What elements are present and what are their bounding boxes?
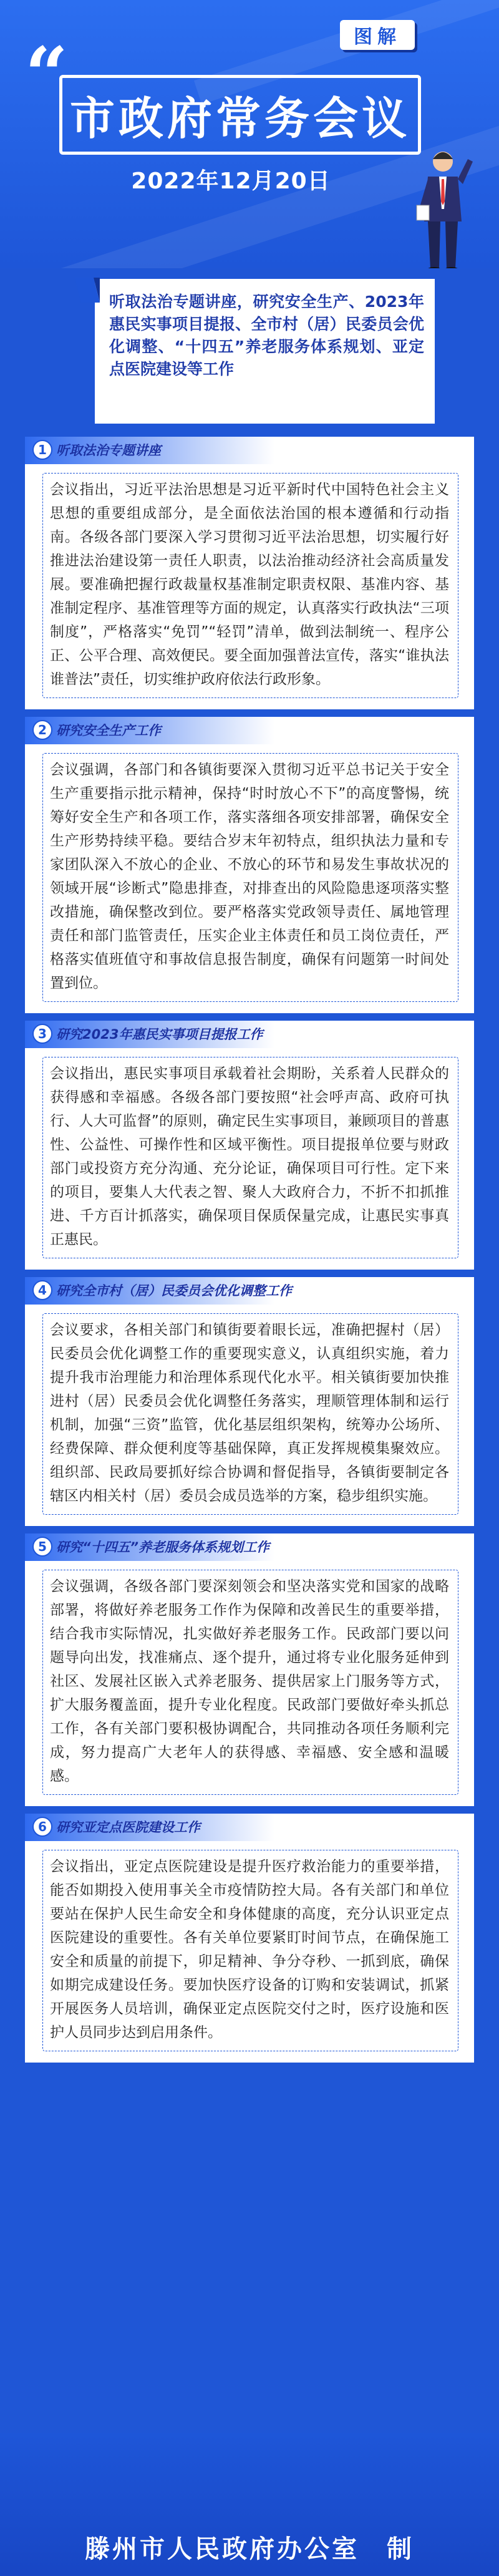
- footer-banner: [0, 2433, 499, 2576]
- ribbon-fold-icon: [75, 278, 100, 303]
- section-number: 3: [32, 1024, 52, 1044]
- section-card-1: [25, 437, 474, 709]
- section-title: 听取法治专题讲座: [56, 443, 161, 458]
- section-title: 研究安全生产工作: [56, 723, 161, 738]
- section-number: 4: [32, 1280, 52, 1300]
- section-number: 6: [32, 1817, 52, 1837]
- section-number: 5: [32, 1537, 52, 1557]
- illustrated-badge: 图解: [340, 20, 415, 50]
- header-banner: [0, 0, 499, 268]
- section-text: 会议指出，习近平法治思想是习近平新时代中国特色社会主义思想的重要组成部分，是全面依法治国的根本遵循和行动指南。各级各部门要深入学习贯彻习近平法治思想，切实履行好推进法治建设第一责任人职责，以法治推动经济社会高质量发展。要准确把握行政裁量权基准制定职责权限、基准内容、基准制定程序、基准管理等方面的规定，认真落实行政执法“三项制度”，严格落实“免罚”“轻罚”清单，做到法制统一、程序公正、公平合理、高效便民。要全面加强普法宣传，落实“谁执法谁普法”责任，切实维护政府依法行政形象。: [50, 482, 449, 688]
- section-text: 会议强调，各部门和各镇街要深入贯彻习近平总书记关于安全生产重要指示批示精神，保持“时时放心不下”的高度警惕，统筹好安全生产和各项工作，落实落细各项安排部署，确保安全生产形势持续平稳。要结合岁末年初特点，组织执法力量和专家团队深入不放心的企业、不放心的环节和易发生事故状况的领域开展“诊断式”隐患排查，对排查出的风险隐患逐项落实整改措施，确保整改到位。要严格落实党政领导责任、属地管理责任和部门监管责任，压实企业主体责任和员工岗位责任，严格落实值班值守和事故信息报告制度，确保有问题第一时间处置到位。: [50, 762, 449, 991]
- section-text: 会议指出，亚定点医院建设是提升医疗救治能力的重要举措，能否如期投入使用事关全市疫情防控大局。各有关部门和单位要站在保护人民生命安全和身体健康的高度，充分认识亚定点医院建设的重要性。各有关单位要紧盯时间节点，在确保施工安全和质量的前提下，卯足精神、争分夺秒、一抓到底，确保如期完成建设任务。要加快医疗设备的订购和安装调试，抓紧开展医务人员培训，确保亚定点医院交付之时，医疗设施和医护人员同步达到启用条件。: [50, 1859, 449, 2041]
- section-number: 1: [32, 440, 52, 460]
- section-card-2: [25, 717, 474, 1013]
- quote-mark-icon: “: [25, 31, 69, 119]
- page-title: 市政府常务会议: [69, 92, 410, 145]
- section-title: 研究全市村（居）民委员会优化调整工作: [56, 1283, 292, 1298]
- section-card-3: [25, 1021, 474, 1270]
- section-title: 研究2023年惠民实事项目提报工作: [56, 1027, 263, 1042]
- businessman-illustration-icon: [405, 140, 480, 268]
- meeting-date: 2022年12月20日: [131, 168, 331, 194]
- section-number: 2: [32, 720, 52, 740]
- publisher-credit: 滕州市人民政府办公室 制: [85, 2535, 414, 2564]
- section-card-6: [25, 1814, 474, 2063]
- summary-text: 听取法治专题讲座，研究安全生产、2023年惠民实事项目提报、全市村（居）民委员会优化调整、“十四五”养老服务体系规划、亚定点医院建设等工作: [109, 293, 424, 378]
- section-card-5: [25, 1533, 474, 1806]
- section-text: 会议要求，各相关部门和镇街要着眼长远，准确把握村（居）民委员会优化调整工作的重要现实意义，认真组织实施，着力提升我市治理能力和治理体系现代化水平。相关镇街要加快推进村（居）民委员会优化调整任务落实，理顺管理体制和运行机制，加强“三资”监管，优化基层组织架构，统筹办公场所、经费保障、群众便利度等基础保障，真正发挥规模集聚效应。组织部、民政局要抓好综合协调和督促指导，各镇街要制定各辖区内相关村（居）委员会成员选举的方案，稳步组织实施。: [50, 1322, 449, 1504]
- section-card-4: [25, 1277, 474, 1526]
- section-text: 会议指出，惠民实事项目承载着社会期盼，关系着人民群众的获得感和幸福感。各级各部门要按照“社会呼声高、政府可执行、人大可监督”的原则，确定民生实事项目，兼顾项目的普惠性、公益性、可操作性和区域平衡性。项目提报单位要与财政部门或投资方充分沟通、充分论证，确保项目可行性。定下来的项目，要集人大代表之智、聚人大政府合力，不折不扣抓推进、千方百计抓落实，确保项目保质保量完成，让惠民实事真正惠民。: [50, 1066, 449, 1248]
- section-title: 研究亚定点医院建设工作: [56, 1820, 200, 1835]
- section-title: 研究“十四五”养老服务体系规划工作: [56, 1540, 270, 1555]
- section-text: 会议强调，各级各部门要深刻领会和坚决落实党和国家的战略部署，将做好养老服务工作作为保障和改善民生的重要举措，结合我市实际情况，扎实做好养老服务工作。民政部门要以问题导向出发，找准痛点、逐个提升，通过将专业化服务延伸到社区、发展社区嵌入式养老服务、提供居家上门服务等方式，扩大服务覆盖面，提升专业化程度。民政部门要做好牵头抓总工作，各有关部门要积极协调配合，共同推动各项任务顺利完成，努力提高广大老年人的获得感、幸福感、安全感和温暖感。: [50, 1578, 449, 1784]
